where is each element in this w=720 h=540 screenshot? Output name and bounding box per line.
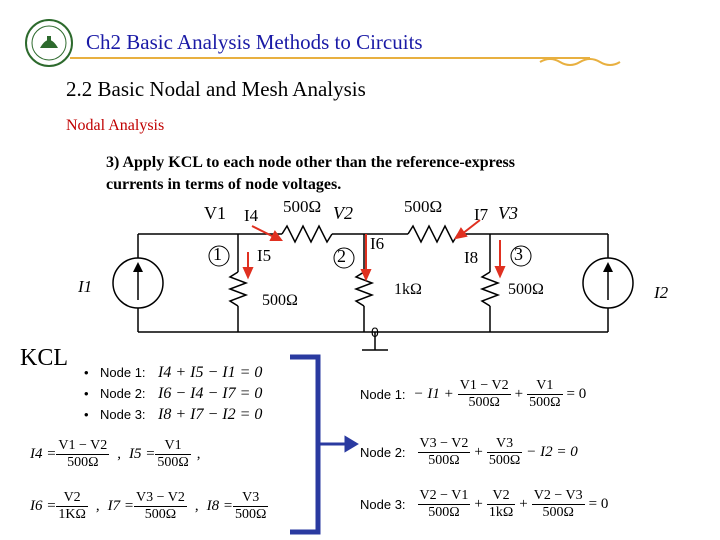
fraction: $\frac{V2 - V1}{500\Omega}$	[419, 488, 469, 520]
fraction: $\frac{V2}{1k\Omega}$	[488, 488, 514, 520]
fraction: $\frac{V2}{1K\Omega}$	[58, 490, 86, 522]
current-i6-i7-i8-row: I6 = $\frac{V2}{1K\Omega}$ , I7 = $\frac{V3 - V2}{500\Omega}$ , I8 = $\frac{V3}{500\Omega}$	[30, 490, 267, 522]
label-source-i2: I2	[654, 283, 669, 302]
ground-label: 0	[371, 324, 379, 340]
current-i4-i5-row: I4 = $\frac{V1 - V2}{500\Omega}$ , I5 = $\frac{V1}{500\Omega}$ ,	[30, 438, 201, 470]
section-heading: 2.2 Basic Nodal and Mesh Analysis	[66, 77, 366, 101]
fraction: $\frac{V3}{500\Omega}$	[488, 436, 521, 468]
fraction: $\frac{V3}{500\Omega}$	[235, 490, 267, 522]
kcl-bullet-list	[84, 362, 262, 425]
fraction: $\frac{V1 - V2}{500\Omega}$	[58, 438, 108, 470]
step-line-2: currents in terms of node voltages.	[106, 176, 342, 193]
fraction: $\frac{V2 - V3}{500\Omega}$	[533, 488, 583, 520]
label-i5: I5	[257, 246, 272, 265]
label-v1: V1	[204, 203, 226, 223]
node-1-label: 1	[213, 244, 222, 264]
step-line-1: 3) Apply KCL to each node other than the reference-express	[106, 154, 516, 171]
label-i6: I6	[370, 234, 385, 253]
kcl-bullet-node3: • Node 3: I8 + I7 − I2 = 0	[84, 405, 263, 423]
label-r-right: 500Ω	[508, 281, 544, 298]
kcl-bullet-node2: • Node 2: I6 − I4 − I7 = 0	[84, 384, 263, 402]
kcl-bullet-node1: • Node 1: I4 + I5 − I1 = 0	[84, 363, 263, 381]
label-i4: I4	[244, 206, 259, 225]
node-1-equation: Node 1: − I1 + $\frac{V1 - V2}{500\Omega}$ + $\frac{V1}{500\Omega}$ = 0	[360, 378, 587, 410]
fraction: $\frac{V3 - V2}{500\Omega}$	[419, 436, 469, 468]
label-source-i1: I1	[78, 277, 93, 296]
label-i8: I8	[464, 248, 479, 267]
node-3-label: 3	[514, 244, 523, 264]
kcl-label: KCL	[20, 345, 68, 371]
node-2-label: 2	[337, 246, 346, 266]
label-r-top1: 500Ω	[283, 197, 322, 216]
label-i7: I7	[474, 205, 489, 224]
node-3-equation: Node 3: $\frac{V2 - V1}{500\Omega}$ + $\frac{V2}{1k\Omega}$ + $\frac{V2 - V3}{500\Omega}$ = 0	[360, 488, 609, 520]
label-v3: V3	[498, 203, 518, 223]
label-r-left: 500Ω	[262, 292, 298, 309]
page-title: Ch2 Basic Analysis Methods to Circuits	[86, 30, 423, 54]
label-r-mid: 1kΩ	[394, 281, 422, 298]
fraction: $\frac{V1 - V2}{500\Omega}$	[459, 378, 509, 410]
node-2-equation: Node 2: $\frac{V3 - V2}{500\Omega}$ + $\frac{V3}{500\Omega}$ − I2 = 0	[360, 436, 578, 468]
fraction: $\frac{V1}{500\Omega}$	[529, 378, 561, 410]
section-subheading: Nodal Analysis	[66, 117, 165, 134]
label-r-top2: 500Ω	[404, 197, 443, 216]
fraction: $\frac{V1}{500\Omega}$	[157, 438, 189, 470]
label-v2: V2	[333, 203, 353, 223]
fraction: $\frac{V3 - V2}{500\Omega}$	[136, 490, 185, 522]
